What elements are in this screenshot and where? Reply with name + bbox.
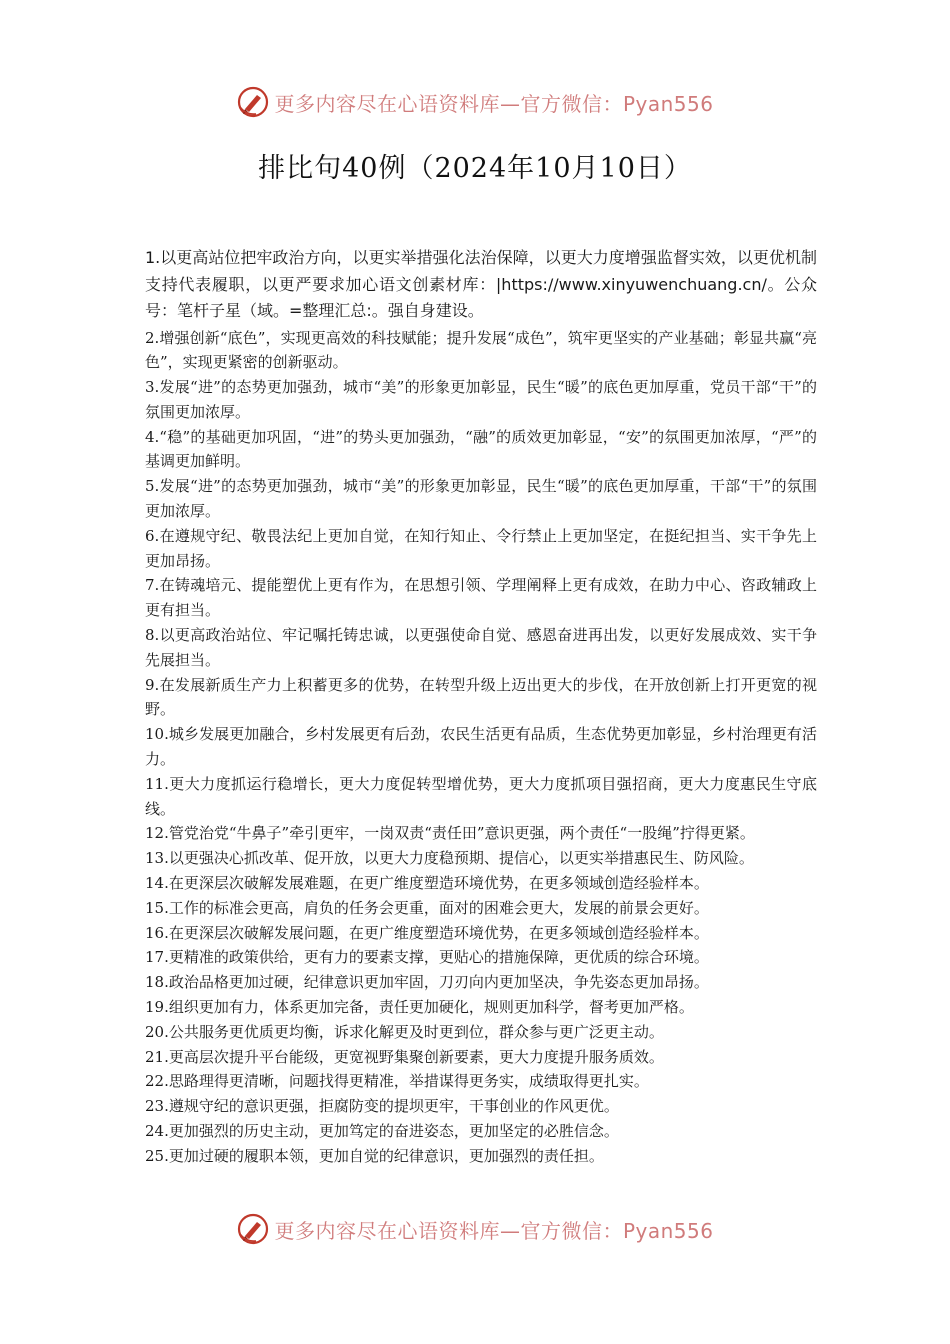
list-item: 23.遵规守纪的意识更强，拒腐防变的提坝更牢，干事创业的作风更优。 xyxy=(145,1097,619,1116)
list-item: 19.组织更加有力，体系更加完备，责任更加硬化，规则更加科学，督考更加严格。 xyxy=(145,998,694,1017)
pen-circle-logo-icon xyxy=(236,1212,270,1246)
list-item: 13.以更强决心抓改革、促开放，以更大力度稳预期、提信心，以更实举措惠民生、防风险。 xyxy=(145,849,754,868)
list-item: 15.工作的标准会更高，肩负的任务会更重，面对的困难会更大，发展的前景会更好。 xyxy=(145,898,709,917)
list-item: 22.思路理得更清晰，问题找得更精准，举措谋得更务实，成绩取得更扎实。 xyxy=(145,1072,649,1091)
list-item: 21.更高层次提升平台能级，更宽视野集聚创新要素，更大力度提升服务质效。 xyxy=(145,1047,664,1066)
list-item: 7.在铸魂培元、提能塑优上更有作为，在思想引领、学理阐释上更有成效，在助力中心、咨政辅政上更有担当。 xyxy=(145,576,817,620)
list-item: 5.发展“进”的态势更加强劲，城市“美”的形象更加彰显，民生“暖”的底色更加厚重，干部“干”的氛围更加浓厚。 xyxy=(145,477,817,521)
document-body xyxy=(145,245,817,1169)
footer-banner xyxy=(0,1209,950,1249)
list-item: 6.在遵规守纪、敬畏法纪上更加自觉，在知行知止、令行禁止上更加坚定，在挺纪担当、实干争先上更加昂扬。 xyxy=(145,526,817,570)
list-item: 10.城乡发展更加融合，乡村发展更有后劲，农民生活更有品质，生态优势更加彰显，乡村治理更有活力。 xyxy=(145,725,817,769)
header-banner xyxy=(0,82,950,122)
list-item: 17.更精准的政策供给，更有力的要素支撑，更贴心的措施保障，更优质的综合环境。 xyxy=(145,948,709,967)
banner-text: 更多内容尽在心语资料库—官方微信：Pyan556 xyxy=(274,1218,714,1243)
list-item: 18.政治品格更加过硬，纪律意识更加牢固，刀刃向内更加坚决，争先姿态更加昂扬。 xyxy=(145,973,709,992)
banner-text: 更多内容尽在心语资料库—官方微信：Pyan556 xyxy=(274,91,714,116)
list-item: 20.公共服务更优质更均衡，诉求化解更及时更到位，群众参与更广泛更主动。 xyxy=(145,1022,664,1041)
list-item: 25.更加过硬的履职本领，更加自觉的纪律意识，更加强烈的责任担。 xyxy=(145,1146,604,1165)
list-item: 4.“稳”的基础更加巩固，“进”的势头更加强劲，“融”的质效更加彰显，“安”的氛围更加浓厚，“严”的基调更加鲜明。 xyxy=(145,427,817,471)
list-item: 11.更大力度抓运行稳增长，更大力度促转型增优势，更大力度抓项目强招商，更大力度惠民生守底线。 xyxy=(145,774,817,818)
list-item: 8.以更高政治站位、牢记嘱托铸忠诚，以更强使命自觉、感恩奋进再出发，以更好发展成效、实干争先展担当。 xyxy=(145,626,817,669)
pen-circle-logo-icon xyxy=(236,85,270,119)
list-item: 1.以更高站位把牢政治方向，以更实举措强化法治保障，以更大力度增强监督实效，以更优机制支持代表履职，以更严要求加心语文创素材库：|https://www.xinyuwenchuang.cn/。公众号：笔杆子星（域。=整理汇总:。强自身建设。 xyxy=(145,248,817,320)
list-item: 9.在发展新质生产力上积蓄更多的优势，在转型升级上迈出更大的步伐，在开放创新上打开更宽的视野。 xyxy=(145,675,817,719)
list-item: 24.更加强烈的历史主动，更加笃定的奋进姿态，更加坚定的必胜信念。 xyxy=(145,1122,619,1140)
page-title: 排比句40例（2024年10月10日） xyxy=(258,153,692,184)
list-item: 16.在更深层次破解发展问题，在更广维度塑造环境优势，在更多领域创造经验样本。 xyxy=(145,923,709,942)
list-item: 12.管党治党“牛鼻子”牵引更牢，一岗双责“责任田”意识更强，两个责任“一股绳”拧得更紧。 xyxy=(145,824,755,843)
list-item: 2.增强创新“底色”，实现更高效的科技赋能；提升发展“成色”，筑牢更坚实的产业基础；彰显共赢“亮色”，实现更紧密的创新驱动。 xyxy=(145,328,817,372)
list-item: 14.在更深层次破解发展难题，在更广维度塑造环境优势，在更多领域创造经验样本。 xyxy=(145,874,709,893)
list-item: 3.发展“进”的态势更加强劲，城市“美”的形象更加彰显，民生“暖”的底色更加厚重，党员干部“干”的氛围更加浓厚。 xyxy=(145,378,817,421)
